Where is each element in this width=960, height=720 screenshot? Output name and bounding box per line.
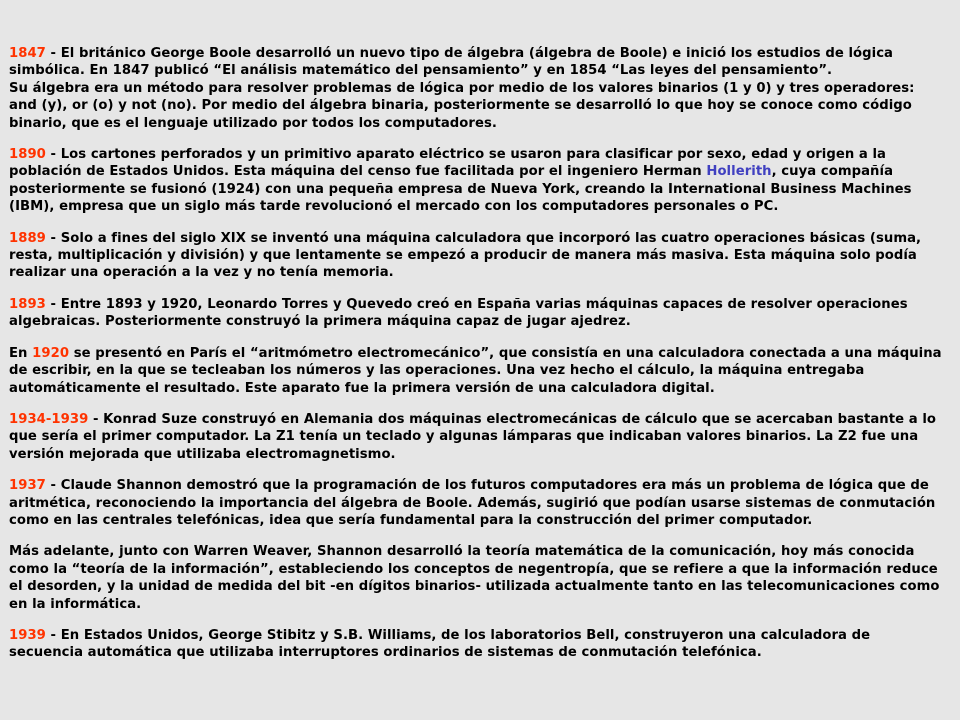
paragraph-text: - Entre 1893 y 1920, Leonardo Torres y Quevedo creó en España varias máquinas capaces de resolver operaciones algebraicas. Posteriormente construyó la primera máquina capaz de jugar ajedrez. (9, 296, 908, 330)
paragraph-text: - El británico George Boole desarrolló un nuevo tipo de álgebra (álgebra de Boole) e inició los estudios de lógica simbólica. En 1847 publicó “El análisis matemático del pensamiento” y en 1854 “Las leyes del pensamiento”. (9, 46, 894, 79)
paragraph-text: , cuya compañía posteriormente se fusionó (1924) con una pequeña empresa de Nueva York, creando la International Business Machines (IBM), empresa que un siglo más tarde revolucionó el mercado con los computadores personales o PC. (9, 164, 912, 215)
paragraph-text: Más adelante, junto con Warren Weaver, Shannon desarrolló la teoría matemática de la comunicación, hoy más conocida como la “teoría de la información”, estableciendo los conceptos de negentropía, que se refiere a que la información reduce el desorden, y la unidad de medida del bit -en dígitos binarios- utilizada actualmente tanto en las telecomunicaciones como en la informática. (9, 544, 940, 612)
paragraph-text: Su álgebra era un método para resolver problemas de lógica por medio de los valores binarios (1 y 0) y tres operadores: and (y), or (o) y not (no). Por medio del álgebra binaria, posteriormente se desarrolló lo que hoy se conoce como código binario, que es el lenguaje utilizado por todos los computadores. (9, 80, 915, 131)
paragraph-boole (9, 45, 942, 80)
spacer (9, 529, 942, 543)
year-label: 1889 (9, 230, 46, 246)
hollerith-link[interactable]: Hollerith (706, 164, 772, 180)
spacer (9, 282, 942, 296)
spacer (9, 613, 942, 627)
year-label: 1937 (9, 478, 46, 494)
year-label: 1890 (9, 147, 46, 163)
year-label: 1934-1939 (9, 411, 89, 427)
year-label: 1920 (32, 345, 70, 361)
spacer (9, 463, 942, 477)
paragraph-text: En (9, 345, 33, 361)
year-label: 1939 (9, 627, 46, 643)
paragraph-bell-labs (9, 627, 942, 662)
paragraph-konrad-suze (9, 411, 942, 463)
spacer (9, 132, 942, 146)
paragraph-arithmometer (9, 345, 942, 397)
year-label: 1893 (9, 296, 46, 312)
paragraph-text: se presentó en París el “aritmómetro electromecánico”, que consistía en una calculadora conectada a una máquina de escribir, en la que se tecleaban los números y las operaciones. Una vez hecho el cálculo, la máquina entregaba automáticamente el resultado. Este aparato fue la primera versión de una calculadora digital. (9, 345, 942, 396)
year-label: 1847 (9, 46, 46, 61)
paragraph-shannon-logic (9, 477, 942, 529)
paragraph-boolean-algebra (9, 80, 942, 132)
paragraph-text: - En Estados Unidos, George Stibitz y S.B. Williams, de los laboratorios Bell, construyeron una calculadora de secuencia automática que utilizaba interruptores ordinarios de sistemas de conmutación telefónica. (9, 627, 871, 661)
paragraph-census-machine (9, 146, 942, 216)
paragraph-text: - Claude Shannon demostró que la programación de los futuros computadores era más un problema de lógica que de aritmética, reconociendo la importancia del álgebra de Boole. Además, sugirió que podían usarse sistemas de conmutación como en las centrales telefónicas, idea que sería fundamental para la construcción del primer computador. (9, 478, 936, 528)
paragraph-text: - Konrad Suze construyó en Alemania dos máquinas electromecánicas de cálculo que se acercaban bastante a lo que sería el primer computador. La Z1 tenía un teclado y algunas lámparas que indicaban valores binarios. La Z2 fue una versión mejorada que utilizaba electromagnetismo. (9, 411, 936, 462)
paragraph-calculator-1889 (9, 230, 942, 282)
paragraph-torres-quevedo (9, 296, 942, 331)
spacer (9, 216, 942, 230)
spacer (9, 397, 942, 411)
paragraph-information-theory (9, 543, 942, 613)
paragraph-text: - Solo a fines del siglo XIX se inventó una máquina calculadora que incorporó las cuatro operaciones básicas (suma, resta, multiplicación y división) y que lentamente se empezó a producir de manera más masiva. Esta máquina solo podía realizar una operación a la vez y no tenía memoria. (9, 230, 922, 281)
paragraph-text: - Los cartones perforados y un primitivo aparato eléctrico se usaron para clasificar por sexo, edad y origen a la población de Estados Unidos. Esta máquina del censo fue facilitada por el ingeniero Herman (9, 147, 887, 180)
spacer (9, 331, 942, 345)
